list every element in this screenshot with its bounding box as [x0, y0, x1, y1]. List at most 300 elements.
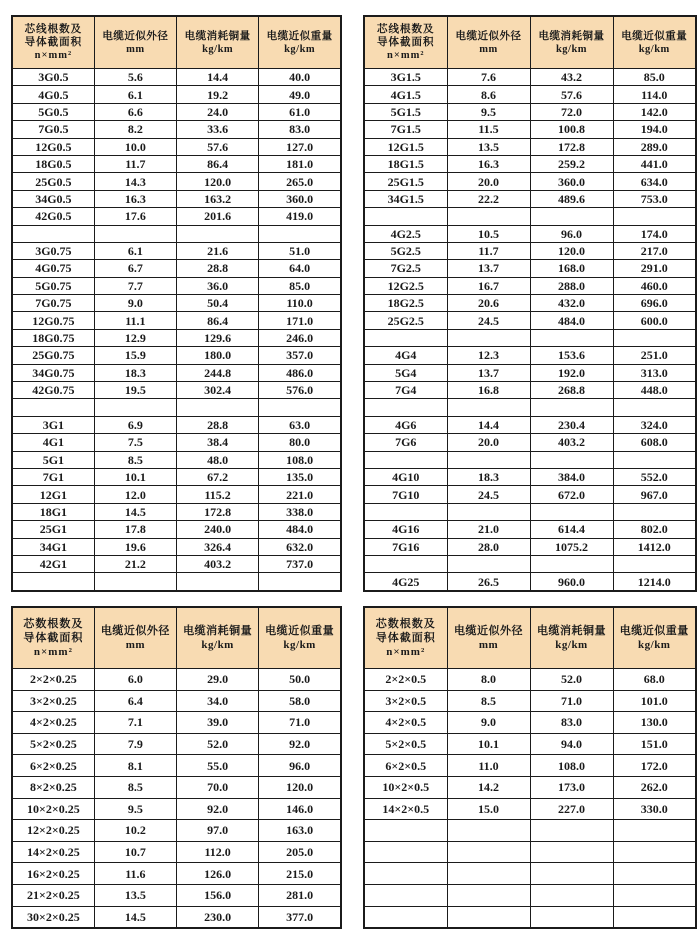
table-cell: [364, 906, 447, 928]
table-cell: 302.4: [177, 382, 259, 399]
table-row: [364, 555, 696, 572]
table-cell: 960.0: [530, 573, 613, 591]
table-cell: 30×2×0.25: [12, 906, 94, 928]
table-cell: 57.6: [530, 86, 613, 103]
table-cell: 83.0: [530, 712, 613, 734]
table-cell: 6×2×0.25: [12, 755, 94, 777]
table-cell: 43.2: [530, 69, 613, 86]
table-cell: 19.6: [94, 538, 176, 555]
table-row: [364, 521, 696, 538]
table-cell: 244.8: [177, 364, 259, 381]
table-cell: 48.0: [177, 451, 259, 468]
table-cell: 5G4: [364, 364, 447, 381]
column-header: 电缆近似重量 kg/km: [259, 607, 341, 669]
table-cell: 25G1: [12, 521, 94, 538]
table-cell: 10.0: [94, 138, 176, 155]
table-cell: 4G10: [364, 468, 447, 485]
table-cell: 753.0: [613, 190, 696, 207]
table-cell: [364, 329, 447, 346]
table-cell: 21.2: [94, 555, 176, 572]
table-row: [364, 225, 696, 242]
table-cell: 14.4: [177, 69, 259, 86]
table-cell: 34.0: [177, 690, 259, 712]
table-row: [12, 521, 341, 538]
table-cell: 19.5: [94, 382, 176, 399]
table-cell: 9.0: [447, 712, 530, 734]
column-header: 电缆近似外径 mm: [94, 16, 176, 69]
table-row: [364, 295, 696, 312]
table-cell: [364, 451, 447, 468]
table-cell: 9.5: [94, 798, 176, 820]
table-cell: 174.0: [613, 225, 696, 242]
table-cell: 484.0: [259, 521, 341, 538]
cable-table-top-right-container: [363, 15, 697, 592]
table-cell: 7G6: [364, 434, 447, 451]
table-cell: 28.8: [177, 416, 259, 433]
table-cell: 130.0: [613, 712, 696, 734]
table-row: [364, 451, 696, 468]
column-header: 电缆消耗铜量 kg/km: [530, 607, 613, 669]
table-cell: 18G1: [12, 503, 94, 520]
table-cell: 403.2: [530, 434, 613, 451]
table-cell: 33.6: [177, 121, 259, 138]
table-cell: 14.4: [447, 416, 530, 433]
table-row: [364, 755, 696, 777]
table-row: [364, 863, 696, 885]
table-cell: 15.0: [447, 798, 530, 820]
table-cell: 20.0: [447, 434, 530, 451]
table-cell: [12, 225, 94, 242]
cable-table-bottom-right-container: [363, 606, 697, 929]
table-cell: [613, 863, 696, 885]
table-cell: 34G1: [12, 538, 94, 555]
table-row: [364, 416, 696, 433]
table-row: [364, 538, 696, 555]
table-cell: 5.6: [94, 69, 176, 86]
table-cell: 142.0: [613, 103, 696, 120]
table-cell: 324.0: [613, 416, 696, 433]
table-cell: 64.0: [259, 260, 341, 277]
table-cell: 172.8: [177, 503, 259, 520]
table-cell: 14×2×0.25: [12, 841, 94, 863]
table-cell: [177, 399, 259, 416]
table-cell: 9.0: [94, 295, 176, 312]
table-cell: [613, 555, 696, 572]
table-row: [364, 399, 696, 416]
table-cell: 172.0: [613, 755, 696, 777]
table-cell: 227.0: [530, 798, 613, 820]
table-cell: 7.6: [447, 69, 530, 86]
table-row: [12, 138, 341, 155]
table-cell: 403.2: [177, 555, 259, 572]
table-cell: 8.2: [94, 121, 176, 138]
table-row: [12, 225, 341, 242]
table-row: [12, 399, 341, 416]
table-cell: 24.5: [447, 486, 530, 503]
table-cell: [259, 399, 341, 416]
table-cell: 360.0: [259, 190, 341, 207]
table-cell: [94, 399, 176, 416]
table-cell: 163.0: [259, 820, 341, 842]
table-row: [12, 295, 341, 312]
table-row: [364, 434, 696, 451]
table-row: [364, 798, 696, 820]
table-cell: 14.3: [94, 173, 176, 190]
table-cell: [613, 503, 696, 520]
table-cell: 3G0.75: [12, 242, 94, 259]
table-row: [364, 347, 696, 364]
table-cell: 7G10: [364, 486, 447, 503]
table-cell: 288.0: [530, 277, 613, 294]
table-cell: 313.0: [613, 364, 696, 381]
table-cell: 8.6: [447, 86, 530, 103]
table-cell: [613, 884, 696, 906]
table-cell: [94, 573, 176, 591]
table-cell: 632.0: [259, 538, 341, 555]
table-cell: 168.0: [530, 260, 613, 277]
table-cell: 13.7: [447, 260, 530, 277]
table-cell: 61.0: [259, 103, 341, 120]
table-cell: 96.0: [259, 755, 341, 777]
table-cell: 7G4: [364, 382, 447, 399]
table-row: [12, 416, 341, 433]
table-cell: 92.0: [177, 798, 259, 820]
table-cell: 172.8: [530, 138, 613, 155]
table-cell: 12.9: [94, 329, 176, 346]
table-cell: 80.0: [259, 434, 341, 451]
table-cell: 171.0: [259, 312, 341, 329]
column-header: 电缆近似重量 kg/km: [613, 607, 696, 669]
table-cell: 13.7: [447, 364, 530, 381]
table-cell: 737.0: [259, 555, 341, 572]
column-header: 电缆消耗铜量 kg/km: [530, 16, 613, 69]
table-cell: 230.0: [177, 906, 259, 928]
table-cell: [530, 329, 613, 346]
table-cell: 217.0: [613, 242, 696, 259]
table-cell: 21.0: [447, 521, 530, 538]
table-cell: 86.4: [177, 155, 259, 172]
table-cell: 192.0: [530, 364, 613, 381]
table-cell: 11.5: [447, 121, 530, 138]
cable-table-bottom-left-container: [11, 606, 342, 929]
table-cell: 28.0: [447, 538, 530, 555]
table-cell: 25G2.5: [364, 312, 447, 329]
table-cell: 484.0: [530, 312, 613, 329]
table-cell: 153.6: [530, 347, 613, 364]
table-cell: [530, 906, 613, 928]
table-cell: 85.0: [613, 69, 696, 86]
column-header: 芯数根数及 导体截面积 n×mm²: [12, 607, 94, 669]
table-row: [12, 712, 341, 734]
table-cell: 68.0: [613, 669, 696, 691]
table-cell: 19.2: [177, 86, 259, 103]
table-cell: 4G16: [364, 521, 447, 538]
table-cell: 10.7: [94, 841, 176, 863]
table-row: [364, 277, 696, 294]
table-row: [12, 468, 341, 485]
column-header: 电缆近似外径 mm: [447, 607, 530, 669]
table-row: [364, 208, 696, 225]
table-cell: 21×2×0.25: [12, 884, 94, 906]
table-cell: [447, 906, 530, 928]
table-cell: 265.0: [259, 173, 341, 190]
table-cell: 3G1.5: [364, 69, 447, 86]
table-cell: [530, 863, 613, 885]
table-row: [12, 382, 341, 399]
table-cell: 12G0.5: [12, 138, 94, 155]
table-cell: 14.5: [94, 906, 176, 928]
table-row: [12, 260, 341, 277]
table-cell: 52.0: [530, 669, 613, 691]
table-cell: 151.0: [613, 733, 696, 755]
table-cell: [447, 399, 530, 416]
table-cell: 7G16: [364, 538, 447, 555]
table-cell: [364, 399, 447, 416]
table-row: [12, 155, 341, 172]
table-cell: 120.0: [259, 776, 341, 798]
table-cell: 7G0.75: [12, 295, 94, 312]
table-cell: 126.0: [177, 863, 259, 885]
table-row: [12, 798, 341, 820]
table-cell: 357.0: [259, 347, 341, 364]
table-cell: 67.2: [177, 468, 259, 485]
table-cell: [530, 884, 613, 906]
table-cell: [177, 225, 259, 242]
table-cell: 6.6: [94, 103, 176, 120]
table-cell: 29.0: [177, 669, 259, 691]
table-row: [364, 121, 696, 138]
table-row: [12, 555, 341, 572]
table-cell: 39.0: [177, 712, 259, 734]
table-cell: 96.0: [530, 225, 613, 242]
table-cell: 15.9: [94, 347, 176, 364]
table-cell: 377.0: [259, 906, 341, 928]
table-cell: 268.8: [530, 382, 613, 399]
table-row: [12, 503, 341, 520]
table-cell: 552.0: [613, 468, 696, 485]
column-header: 电缆消耗铜量 kg/km: [177, 607, 259, 669]
table-cell: [530, 208, 613, 225]
table-cell: 8.0: [447, 669, 530, 691]
table-row: [12, 312, 341, 329]
cable-table-pairs-025: [11, 606, 342, 929]
table-cell: [364, 555, 447, 572]
table-cell: 7G0.5: [12, 121, 94, 138]
table-cell: 181.0: [259, 155, 341, 172]
table-cell: 16.3: [447, 155, 530, 172]
table-row: [364, 86, 696, 103]
table-cell: 22.2: [447, 190, 530, 207]
table-cell: [447, 820, 530, 842]
table-row: [364, 103, 696, 120]
table-cell: 17.8: [94, 521, 176, 538]
table-cell: 94.0: [530, 733, 613, 755]
table-row: [12, 190, 341, 207]
table-cell: 576.0: [259, 382, 341, 399]
table-row: [12, 669, 341, 691]
table-cell: 112.0: [177, 841, 259, 863]
table-row: [364, 382, 696, 399]
table-cell: [447, 208, 530, 225]
table-cell: 40.0: [259, 69, 341, 86]
table-cell: 259.2: [530, 155, 613, 172]
table-row: [12, 538, 341, 555]
table-cell: 6.9: [94, 416, 176, 433]
table-cell: 12.0: [94, 486, 176, 503]
table-cell: 4G0.75: [12, 260, 94, 277]
table-cell: 6×2×0.5: [364, 755, 447, 777]
table-cell: 11.6: [94, 863, 176, 885]
table-cell: 4G4: [364, 347, 447, 364]
table-cell: 10.2: [94, 820, 176, 842]
table-cell: 63.0: [259, 416, 341, 433]
table-cell: [530, 503, 613, 520]
table-row: [364, 733, 696, 755]
column-header: 电缆近似重量 kg/km: [613, 16, 696, 69]
table-cell: 608.0: [613, 434, 696, 451]
table-cell: 24.5: [447, 312, 530, 329]
cable-table-g15-to-g25: [363, 15, 697, 592]
table-cell: 11.0: [447, 755, 530, 777]
header-row: [364, 16, 696, 69]
table-row: [12, 277, 341, 294]
table-cell: [447, 503, 530, 520]
table-cell: 6.7: [94, 260, 176, 277]
table-row: [12, 733, 341, 755]
table-row: [364, 364, 696, 381]
column-header: 电缆消耗铜量 kg/km: [177, 16, 259, 69]
table-row: [12, 755, 341, 777]
table-cell: 18G2.5: [364, 295, 447, 312]
table-row: [364, 906, 696, 928]
table-row: [364, 69, 696, 86]
table-row: [12, 434, 341, 451]
table-cell: 230.4: [530, 416, 613, 433]
table-cell: 12.3: [447, 347, 530, 364]
table-cell: 36.0: [177, 277, 259, 294]
table-cell: [530, 820, 613, 842]
table-cell: 18.3: [94, 364, 176, 381]
table-cell: 5×2×0.5: [364, 733, 447, 755]
table-row: [364, 573, 696, 591]
table-row: [364, 820, 696, 842]
header-row: [12, 16, 341, 69]
table-cell: 38.4: [177, 434, 259, 451]
table-row: [12, 103, 341, 120]
table-cell: 5G0.5: [12, 103, 94, 120]
table-cell: [530, 841, 613, 863]
table-cell: 18.3: [447, 468, 530, 485]
table-row: [12, 364, 341, 381]
table-cell: 8.5: [447, 690, 530, 712]
table-cell: 20.0: [447, 173, 530, 190]
column-header: 芯线根数及 导体截面积 n×mm²: [364, 16, 447, 69]
table-cell: 7G2.5: [364, 260, 447, 277]
table-cell: [447, 555, 530, 572]
table-cell: 70.0: [177, 776, 259, 798]
table-cell: 600.0: [613, 312, 696, 329]
table-cell: 967.0: [613, 486, 696, 503]
table-cell: 384.0: [530, 468, 613, 485]
table-cell: 18G1.5: [364, 155, 447, 172]
table-cell: 52.0: [177, 733, 259, 755]
table-cell: 16.7: [447, 277, 530, 294]
table-cell: 34G0.75: [12, 364, 94, 381]
table-cell: [613, 906, 696, 928]
table-cell: 6.1: [94, 86, 176, 103]
table-cell: [364, 841, 447, 863]
table-cell: 12G2.5: [364, 277, 447, 294]
table-cell: 12G1: [12, 486, 94, 503]
table-cell: 24.0: [177, 103, 259, 120]
table-row: [12, 573, 341, 591]
table-cell: 16×2×0.25: [12, 863, 94, 885]
table-row: [12, 820, 341, 842]
table-cell: 8.5: [94, 776, 176, 798]
table-row: [364, 242, 696, 259]
table-cell: 16.3: [94, 190, 176, 207]
table-cell: 5×2×0.25: [12, 733, 94, 755]
table-cell: 49.0: [259, 86, 341, 103]
table-cell: 127.0: [259, 138, 341, 155]
table-cell: 4G25: [364, 573, 447, 591]
table-cell: 10.5: [447, 225, 530, 242]
table-row: [364, 260, 696, 277]
table-cell: 83.0: [259, 121, 341, 138]
table-cell: 4G0.5: [12, 86, 94, 103]
table-cell: 92.0: [259, 733, 341, 755]
table-cell: 7G1.5: [364, 121, 447, 138]
header-row: [364, 607, 696, 669]
table-cell: 50.0: [259, 669, 341, 691]
table-cell: [613, 820, 696, 842]
table-row: [364, 173, 696, 190]
table-cell: 4G2.5: [364, 225, 447, 242]
table-cell: [259, 225, 341, 242]
table-cell: 14.5: [94, 503, 176, 520]
table-cell: 18G0.5: [12, 155, 94, 172]
table-cell: 8.5: [94, 451, 176, 468]
table-cell: 6.1: [94, 242, 176, 259]
table-cell: 6.4: [94, 690, 176, 712]
table-cell: 110.0: [259, 295, 341, 312]
table-cell: 326.4: [177, 538, 259, 555]
table-cell: 129.6: [177, 329, 259, 346]
column-header: 电缆近似外径 mm: [94, 607, 176, 669]
table-row: [12, 208, 341, 225]
table-row: [364, 138, 696, 155]
table-cell: 4G1.5: [364, 86, 447, 103]
table-cell: 146.0: [259, 798, 341, 820]
table-cell: 71.0: [259, 712, 341, 734]
table-cell: 3×2×0.25: [12, 690, 94, 712]
table-row: [364, 486, 696, 503]
table-cell: 12G0.75: [12, 312, 94, 329]
table-row: [12, 86, 341, 103]
table-cell: 330.0: [613, 798, 696, 820]
table-cell: [12, 573, 94, 591]
table-cell: [447, 863, 530, 885]
table-cell: 97.0: [177, 820, 259, 842]
table-cell: 58.0: [259, 690, 341, 712]
table-cell: 5G0.75: [12, 277, 94, 294]
table-cell: [447, 884, 530, 906]
column-header: 电缆近似重量 kg/km: [259, 16, 341, 69]
table-cell: 42G1: [12, 555, 94, 572]
table-cell: 3×2×0.5: [364, 690, 447, 712]
table-row: [12, 329, 341, 346]
table-cell: 55.0: [177, 755, 259, 777]
